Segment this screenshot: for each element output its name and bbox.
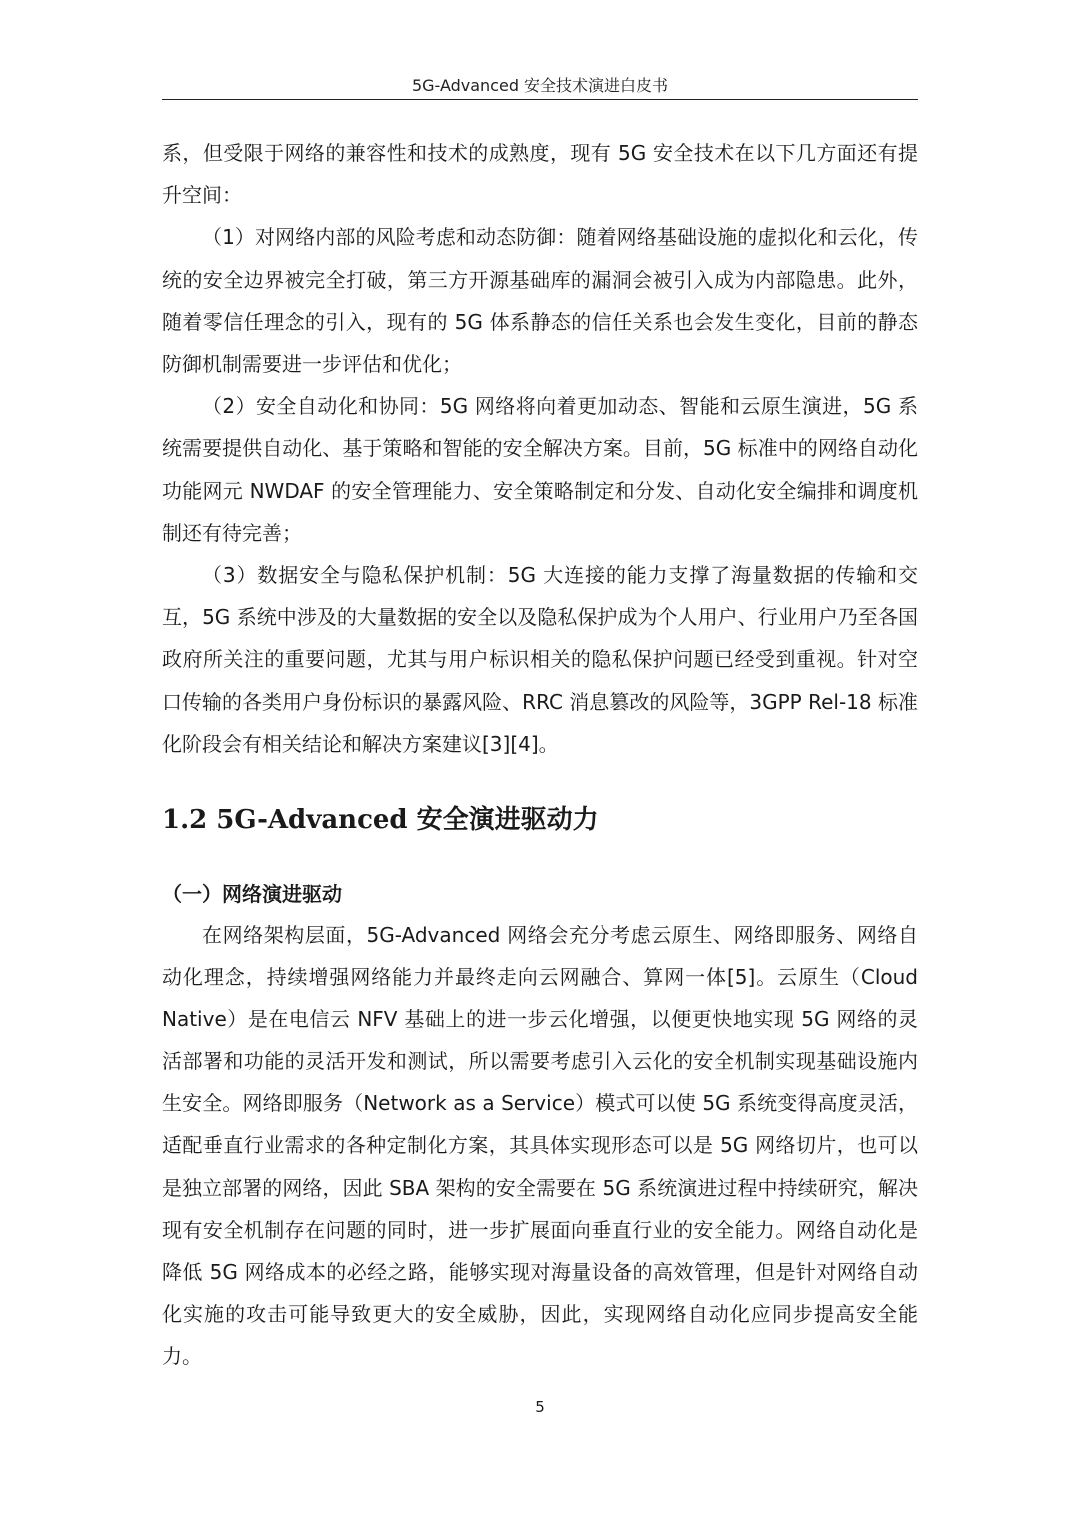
section-heading: 1.2 5G-Advanced 安全演进驱动力 [162, 805, 599, 835]
subsection-heading: （一）网络演进驱动 [162, 882, 342, 906]
paragraph-continuation: 系，但受限于网络的兼容性和技术的成熟度，现有 5G 安全技术在以下几方面还有提升空间： [162, 141, 918, 208]
body-text-top [162, 132, 918, 765]
paragraph-item-1: （1）对网络内部的风险考虑和动态防御：随着网络基础设施的虚拟化和云化，传统的安全边界被完全打破，第三方开源基础库的漏洞会被引入成为内部隐患。此外，随着零信任理念的引入，现有的 5G 体系静态的信任关系也会发生变化，目前的静态防御机制需要进一步评估和优化； [162, 225, 918, 377]
running-header: 5G-Advanced 安全技术演进白皮书 [411, 76, 669, 95]
header-divider [162, 99, 918, 100]
paragraph-item-2: （2）安全自动化和协同：5G 网络将向着更加动态、智能和云原生演进，5G 系统需要提供自动化、基于策略和智能的安全解决方案。目前，5G 标准中的网络自动化功能网元 NWDAF 的安全管理能力、安全策略制定和分发、自动化安全编排和调度机制还有待完善； [162, 394, 918, 545]
body-text-bottom [162, 914, 918, 1377]
paragraph-network-evolution: 在网络架构层面，5G-Advanced 网络会充分考虑云原生、网络即服务、网络自动化理念，持续增强网络能力并最终走向云网融合、算网一体[5]。云原生（Cloud Native）是在电信云 NFV 基础上的进一步云化增强，以便更快地实现 5G 网络的灵活部署和功能的灵活开发和测试，所以需要考虑引入云化的安全机制实现基础设施内生安全。网络即服务（Network as a Service）模式可以使 5G 系统变得高度灵活，适配垂直行业需求的各种定制化方案，其具体实现形态可以是 5G 网络切片，也可以是独立部署的网络，因此 SBA 架构的安全需要在 5G 系统演进过程中持续研究，解决现有安全机制存在问题的同时，进一步扩展面向垂直行业的安全能力。网络自动化是降低 5G 网络成本的必经之路，能够实现对海量设备的高效管理，但是针对网络自动化实施的攻击可能导致更大的安全威胁，因此，实现网络自动化应同步提高安全能力。 [162, 923, 918, 1368]
paragraph-item-3: （3）数据安全与隐私保护机制：5G 大连接的能力支撑了海量数据的传输和交互，5G 系统中涉及的大量数据的安全以及隐私保护成为个人用户、行业用户乃至各国政府所关注的重要问题，尤其与用户标识相关的隐私保护问题已经受到重视。针对空口传输的各类用户身份标识的暴露风险、RRC 消息篡改的风险等，3GPP Rel-18 标准化阶段会有相关结论和解决方案建议[3][4]。 [162, 563, 918, 756]
page-number: 5 [535, 1398, 545, 1416]
